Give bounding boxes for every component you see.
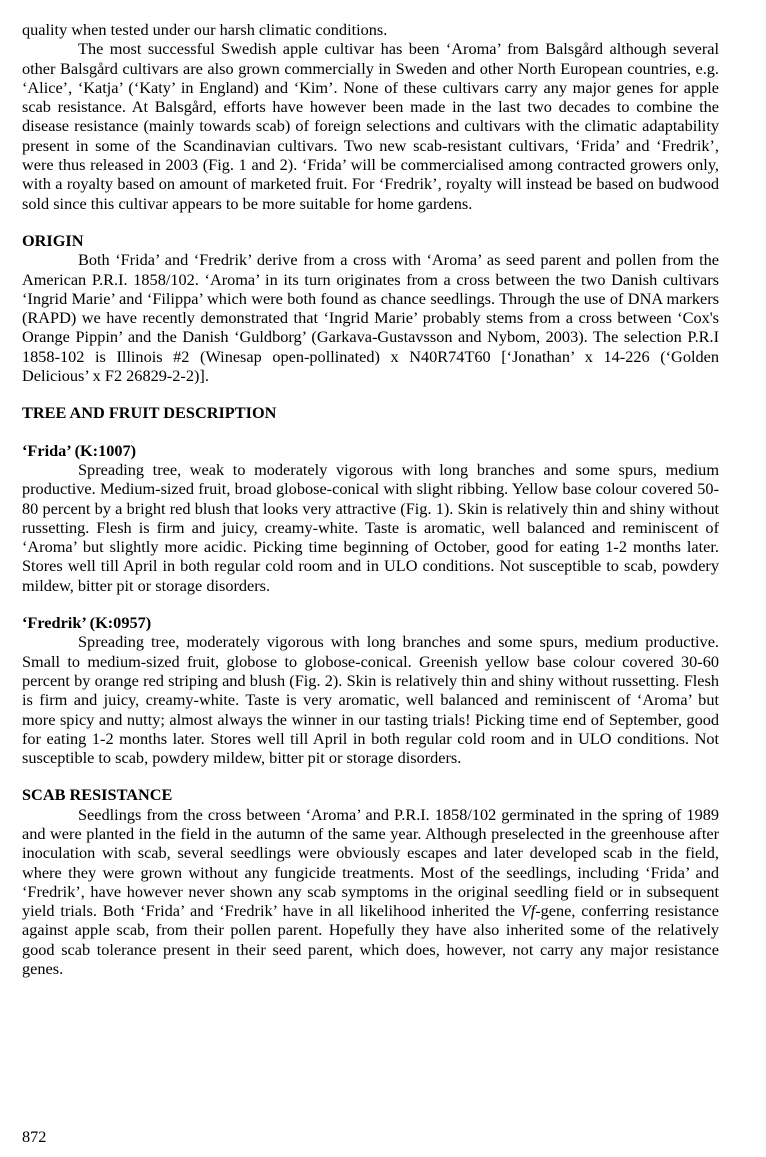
fredrik-subheading: ‘Fredrik’ (K:0957) (22, 613, 152, 633)
origin-heading: ORIGIN (22, 230, 84, 250)
spacer (22, 767, 719, 785)
page-number: 872 (22, 1127, 47, 1146)
vf-gene-term: Vf (520, 901, 536, 921)
intro-continuation: quality when tested under our harsh climatic conditions. (22, 20, 388, 39)
spacer (22, 423, 719, 441)
scab-paragraph (22, 805, 719, 979)
fredrik-paragraph: Spreading tree, moderately vigorous with long branches and some spurs, medium productive. Small to medium-sized fruit, globose to globose-conical. Greenish yellow base colour covered 30-60 percent by orange red striping and blush (Fig. 2). Skin is relatively thin and shiny without russetting. Flesh is firm and juicy, creamy-white. Taste is very aromatic, well balanced and reminiscent of ‘Aroma’ but more spicy and nutty; almost always the winner in our tasting trials! Picking time end of September, good for eating 1-2 months later. Stores well till April in both regular cold room and in ULO conditions. Not susceptible to scab, powdery mildew, bitter pit or storage disorders. (22, 632, 719, 768)
scab-heading: SCAB RESISTANCE (22, 785, 173, 805)
origin-paragraph: Both ‘Frida’ and ‘Fredrik’ derive from a cross with ‘Aroma’ as seed parent and pollen from the American P.R.I. 1858/102. ‘Aroma’ in its turn originates from a cross between the two Danish cultivars ‘Ingrid Marie’ and ‘Filippa’ which were both found as chance seedlings. Through the use of DNA markers (RAPD) we have recently demonstrated that ‘Ingrid Marie’ probably stems from a cross between ‘Cox's Orange Pippin’ and the Danish ‘Guldborg’ (Garkava-Gustavsson and Nybom, 2003). The selection P.R.I 1858-102 is Illinois #2 (Winesap open-pollinated) x N40R74T60 [‘Jonathan’ x 14-226 (‘Golden Delicious’ x F2 26829-2-2)]. (22, 250, 719, 386)
frida-paragraph: Spreading tree, weak to moderately vigorous with long branches and some spurs, medium productive. Medium-sized fruit, broad globose-conical with slight ribbing. Yellow base colour covered 50-80 percent by a bright red blush that looks very attractive (Fig. 1). Skin is relatively thin and shiny without russetting. Flesh is firm and juicy, creamy-white. Taste is aromatic, well balanced and reminiscent of ‘Aroma’ but slightly more acidic. Picking time beginning of October, good for eating 1-2 months later. Stores well till April in both regular cold room and in ULO conditions. Not susceptible to scab, powdery mildew, bitter pit or storage disorders. (22, 459, 719, 595)
frida-subheading: ‘Frida’ (K:1007) (22, 440, 137, 460)
spacer (22, 385, 719, 403)
spacer (22, 213, 719, 231)
scab-text-part2: -gene, conferring resistance against apple scab, from their pollen parent. Hopefully they have also inherited some of the relatively good scab tolerance present in their seed parent, which does, however, not carry any major resistance genes. (22, 901, 719, 979)
paper-page (22, 20, 719, 978)
description-heading: TREE AND FRUIT DESCRIPTION (22, 403, 277, 423)
spacer (22, 595, 719, 613)
intro-paragraph: The most successful Swedish apple cultivar has been ‘Aroma’ from Balsgård although several other Balsgård cultivars are also grown commercially in Sweden and other North European countries, e.g. ‘Alice’, ‘Katja’ (‘Katy’ in England) and ‘Kim’. None of these cultivars carry any major genes for apple scab resistance. At Balsgård, efforts have however been made in the last two decades to combine the disease resistance (mainly towards scab) of foreign selections and cultivars with the climatic adaptability present in some of the Scandinavian cultivars. Two new scab-resistant cultivars, ‘Frida’ and ‘Fredrik’, were thus released in 2003 (Fig. 1 and 2). ‘Frida’ will be commercialised among contracted growers only, with a royalty based on amount of marketed fruit. For ‘Fredrik’, royalty will instead be based on budwood sold since this cultivar appears to be more suitable for home gardens. (22, 39, 719, 213)
scab-text-part1: Seedlings from the cross between ‘Aroma’ and P.R.I. 1858/102 germinated in the spring of 1989 and were planted in the field in the autumn of the same year. Although preselected in the greenhouse after inoculation with scab, several seedlings were obviously escapes and later developed scab in the field, where they were grown without any fungicide treatments. Most of the seedlings, including ‘Frida’ and ‘Fredrik’, have however never shown any scab symptoms in the original seedling field or in subsequent yield trials. Both ‘Frida’ and ‘Fredrik’ have in all likelihood inherited the (22, 804, 719, 921)
